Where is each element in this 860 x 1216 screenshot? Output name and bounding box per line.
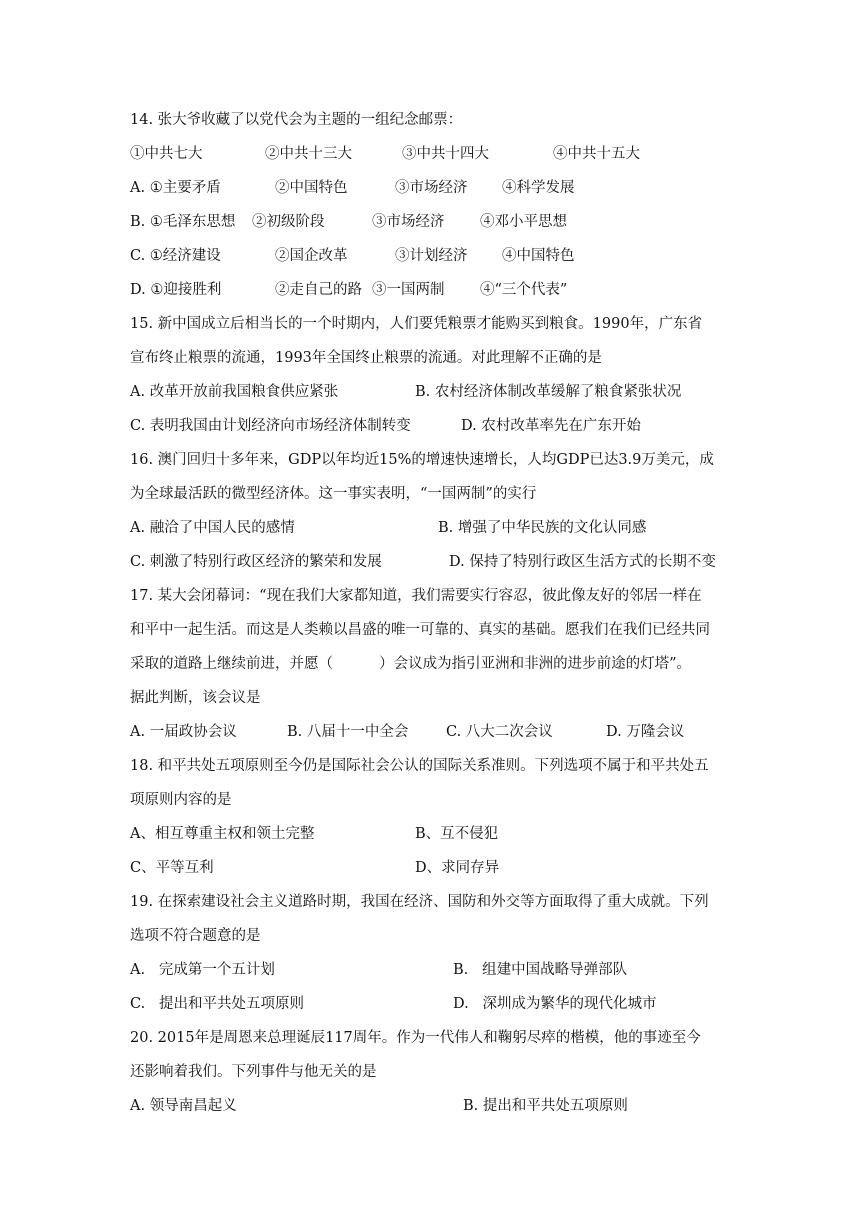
q14-option-c-2: ②国企改革 (275, 248, 348, 264)
q15-option-a: A. 改革开放前我国粮食供应紧张 (130, 384, 339, 400)
q19-stem-line-2: 选项不符合题意的是 (130, 928, 261, 944)
q19-option-a: A. 完成第一个五计划 (130, 962, 275, 978)
q14-option-d-3: ③一国两制 (372, 282, 445, 298)
q14-option-a-1: A. ①主要矛盾 (130, 180, 221, 196)
q15-option-b: B. 农村经济体制改革缓解了粮食紧张状况 (415, 384, 682, 400)
q14-option-a-2: ②中国特色 (275, 180, 348, 196)
q20-stem-line-2: 还影响着我们。下列事件与他无关的是 (130, 1064, 377, 1080)
q14-stamp-2: ②中共十三大 (265, 146, 352, 162)
q19-option-b: B. 组建中国战略导弹部队 (453, 962, 628, 978)
q16-option-d: D. 保持了特别行政区生活方式的长期不变 (449, 554, 716, 570)
q14-option-b-4: ④邓小平思想 (480, 214, 567, 230)
q18-option-c: C、平等互利 (130, 860, 214, 876)
q20-stem-line-1: 20. 2015年是周恩来总理诞辰117周年。作为一代伟人和鞠躬尽瘁的楷模，他的事迹至今 (130, 1030, 701, 1046)
q14-stem: 14. 张大爷收藏了以党代会为主题的一组纪念邮票： (130, 112, 463, 128)
q17-stem-line-2: 和平中一起生活。而这是人类赖以昌盛的唯一可靠的、真实的基础。愿我们在我们已经共同 (130, 622, 710, 638)
q18-stem-line-1: 18. 和平共处五项原则至今仍是国际社会公认的国际关系准则。下列选项不属于和平共处五 (130, 758, 709, 774)
q14-option-c-3: ③计划经济 (395, 248, 468, 264)
q20-option-a: A. 领导南昌起义 (130, 1098, 237, 1114)
q14-option-b-2: ②初级阶段 (252, 214, 325, 230)
q17-option-b: B. 八届十一中全会 (287, 724, 409, 740)
q16-stem-line-1: 16. 澳门回归十多年来，GDP以年均近15%的增速快速增长，人均GDP已达3.9万美元，成 (130, 452, 714, 468)
q15-stem-line-1: 15. 新中国成立后相当长的一个时期内，人们要凭粮票才能购买到粮食。1990年，广东省 (130, 316, 703, 332)
q18-option-d: D、求同存异 (415, 860, 500, 876)
q19-stem-line-1: 19. 在探索建设社会主义道路时期，我国在经济、国防和外交等方面取得了重大成就。下列 (130, 894, 709, 910)
q14-stamp-3: ③中共十四大 (402, 146, 489, 162)
q15-option-d: D. 农村改革率先在广东开始 (461, 418, 641, 434)
q14-option-d-2: ②走自己的路 (275, 282, 362, 298)
q14-option-a-3: ③市场经济 (395, 180, 468, 196)
q17-option-a: A. 一届政协会议 (130, 724, 237, 740)
q17-option-c: C. 八大二次会议 (446, 724, 553, 740)
q14-option-d-4: ④“三个代表” (480, 282, 568, 298)
q14-stamp-4: ④中共十五大 (553, 146, 640, 162)
q14-option-a-4: ④科学发展 (502, 180, 575, 196)
q18-option-b: B、互不侵犯 (415, 826, 499, 842)
q17-option-d: D. 万隆会议 (606, 724, 685, 740)
q14-stamp-1: ①中共七大 (130, 146, 203, 162)
q14-option-c-4: ④中国特色 (502, 248, 575, 264)
q19-option-c: C. 提出和平共处五项原则 (130, 996, 305, 1012)
q16-stem-line-2: 为全球最活跃的微型经济体。这一事实表明，“一国两制”的实行 (130, 486, 537, 502)
q19-option-d: D. 深圳成为繁华的现代化城市 (453, 996, 657, 1012)
q15-option-c: C. 表明我国由计划经济向市场经济体制转变 (130, 418, 411, 434)
q17-stem-line-1: 17. 某大会闭幕词：“现在我们大家都知道，我们需要实行容忍，彼此像友好的邻居一样在 (130, 588, 702, 604)
q14-option-c-1: C. ①经济建设 (130, 248, 221, 264)
q18-option-a: A、相互尊重主权和领土完整 (130, 826, 315, 842)
q14-option-b-3: ③市场经济 (372, 214, 445, 230)
q15-stem-line-2: 宣布终止粮票的流通，1993年全国终止粮票的流通。对此理解不正确的是 (130, 350, 602, 366)
q14-option-d-1: D. ①迎接胜利 (130, 282, 222, 298)
q20-option-b: B. 提出和平共处五项原则 (463, 1098, 628, 1114)
q16-option-c: C. 刺激了特别行政区经济的繁荣和发展 (130, 554, 382, 570)
q14-option-b-1: B. ①毛泽东思想 (130, 214, 236, 230)
q16-option-a: A. 融洽了中国人民的感情 (130, 520, 295, 536)
q17-stem-line-4: 据此判断，该会议是 (130, 690, 261, 706)
q16-option-b: B. 增强了中华民族的文化认同感 (438, 520, 647, 536)
q18-stem-line-2: 项原则内容的是 (130, 792, 232, 808)
q17-stem-line-3: 采取的道路上继续前进，并愿（ ）会议成为指引亚洲和非洲的进步前途的灯塔”。 (130, 656, 692, 672)
